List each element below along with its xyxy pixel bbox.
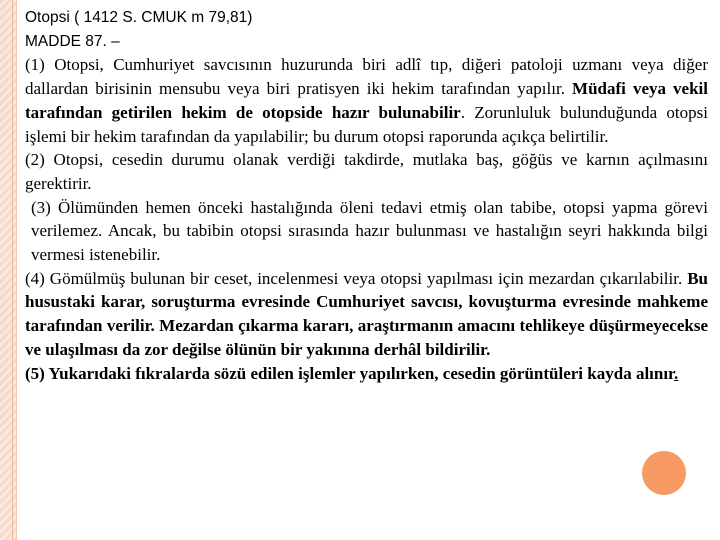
- paragraph-1: [7, 53, 708, 148]
- paragraph-4-text: (4) Gömülmüş bulunan bir ceset, incelenmesi veya otopsi yapılması için mezardan çıkarılabilir.: [25, 268, 683, 288]
- paragraph-1-bold: Müdafi veya vekil tarafından getirilen hekim de otopside hazır bulunabilir: [25, 79, 708, 122]
- paragraph-5: [7, 362, 708, 386]
- paragraph-4: [7, 267, 708, 362]
- paragraph-4-bold: Bu husustaki karar, soruşturma evresinde Cumhuriyet savcısı, kovuşturma evresinde mahkeme tarafından verilir. Mezardan çıkarma kararı, araştırmanın amacını tehlikeye düşürmeyecekse ve ulaşılması da zor değilse ölünün bir yakınına derhâl bildirilir.: [25, 268, 709, 359]
- madde-line: MADDE 87. –: [25, 32, 120, 50]
- paragraph-5-tail: .: [674, 363, 679, 383]
- paragraph-1-text-a: (1) Otopsi, Cumhuriyet savcısının huzurunda biri adlî tıp, diğeri patoloji uzmanı veya diğer dallardan birisinin mensubu veya biri pratisyen iki hekim tarafından yapılır.: [25, 55, 708, 99]
- decorative-orange-circle: [642, 451, 686, 495]
- paragraph-5-bold: (5) Yukarıdaki fıkralarda sözü edilen işlemler yapılırken, cesedin görüntüleri kayda alınır: [25, 363, 675, 383]
- document-text: [7, 6, 708, 385]
- paragraph-3: (3) Ölümünden hemen önceki hastalığında öleni tedavi etmiş olan tabibe, otopsi yapma görevi verilemez. Ancak, bu tabibin otopsi sırasında hazır bulunması ve hastalığın seyri hakkında bilgi vermesi istenebilir.: [31, 197, 708, 265]
- paragraph-2: (2) Otopsi, cesedin durumu olanak verdiği takdirde, mutlaka baş, göğüs ve karnın açılmasını gerektirir.: [25, 150, 708, 193]
- paragraph-1-text-b: . Zorunluluk bulunduğunda otopsi işlemi bir hekim tarafından da yapılabilir; bu durum otopsi raporunda açıkça belirtilir.: [25, 102, 708, 146]
- title-line: Otopsi ( 1412 S. CMUK m 79,81): [25, 9, 253, 26]
